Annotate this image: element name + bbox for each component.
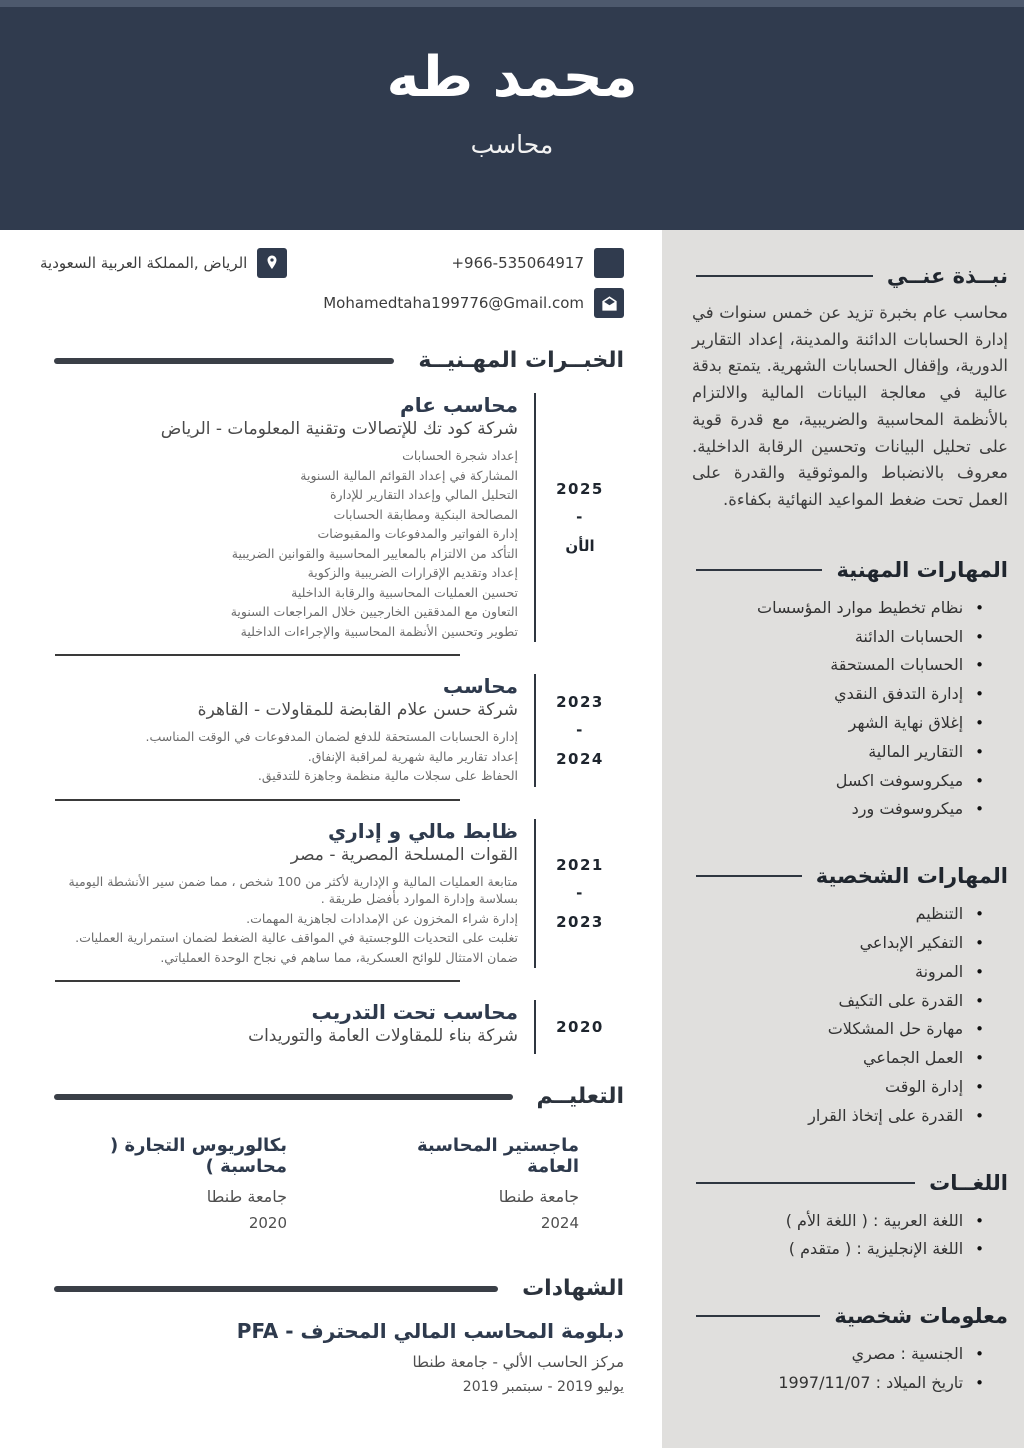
- skill-label: المرونة: [914, 961, 964, 981]
- education-year: 2020: [248, 1214, 287, 1232]
- certificate-entry: [40, 1319, 624, 1395]
- list-item: [692, 1373, 984, 1394]
- education-school: جامعة طنطا: [206, 1187, 287, 1206]
- language-label: اللغة العربية : ( اللغة الأم ): [785, 1210, 964, 1230]
- bullet-dot-icon: •: [975, 905, 984, 924]
- entry-divider: [55, 799, 460, 801]
- about-section-title: نبــذة عنــي: [886, 264, 1008, 288]
- contact-block: [40, 248, 624, 318]
- header: [0, 0, 1024, 230]
- skill-label: التنظيم: [915, 904, 964, 924]
- date-start: 2025: [556, 479, 604, 498]
- bullet-dot-icon: •: [975, 1049, 984, 1068]
- experience-section-title: الخبــرات المهـنيــة: [418, 348, 624, 373]
- date-start: 2023: [556, 692, 604, 711]
- skill-label: التقارير المالية: [868, 741, 964, 761]
- skill-label: الحسابات الدائنة: [854, 626, 964, 646]
- skill-label: إغلاق نهاية الشهر: [848, 712, 964, 732]
- bullet-line: إدارة الحسابات المستحقة للدفع لضمان المدفوعات في الوقت المناسب.: [145, 729, 518, 744]
- bullet-line: المصالحة البنكية ومطابقة الحسابات: [333, 506, 518, 522]
- date-separator: -: [576, 721, 584, 739]
- contact-phone: [451, 248, 624, 278]
- main-column: [0, 230, 662, 1448]
- about-text: محاسب عام بخبرة تزيد عن خمس سنوات في إدارة الحسابات الدائنة والمدينة، إعداد التقارير الدورية، وإقفال الحسابات الشهرية. يتمتع بدقة عالية في معالجة البيانات المالية والالتزام بالأنظمة المحاسبية والضريبية، مع قدرة قوية على تحليل البيانات وتحسين الرقابة الداخلية. معروف بالانضباط والموثوقية والقدرة على العمل تحت ضغط المواعيد النهائية بكفاءة.: [692, 303, 1008, 510]
- bullet-line: المشاركة في إعداد القوائم المالية السنوية: [300, 467, 518, 483]
- sidebar-heading-rule: [696, 569, 822, 571]
- professional-skills-title: المهارات المهنية: [836, 557, 1008, 582]
- location-text: الرياض ,المملكة العربية السعودية: [40, 254, 248, 272]
- section-heading-rule: [54, 1286, 498, 1292]
- bullet-line: تحسين العمليات المحاسبية والرقابة الداخلية: [291, 584, 518, 600]
- languages-heading: [692, 1171, 1008, 1195]
- bullet-dot-icon: •: [975, 1345, 984, 1364]
- date-separator: -: [576, 884, 584, 902]
- skill-label: مهارة حل المشكلات: [827, 1019, 964, 1039]
- skill-label: نظام تخطيط موارد المؤسسات: [757, 597, 964, 617]
- sidebar-heading-rule: [696, 1315, 820, 1317]
- bullet-dot-icon: •: [975, 771, 984, 790]
- phone-square-icon: [594, 248, 624, 278]
- experience-role: محاسب: [442, 674, 518, 698]
- list-item: [692, 1211, 984, 1232]
- bullet-line: إعداد وتقديم الإقرارات الضريبية والزكوية: [307, 565, 518, 580]
- bullet-dot-icon: •: [975, 800, 984, 819]
- person-job-title: محاسب: [470, 130, 554, 159]
- certificate-date: يوليو 2019 - سبتمبر 2019: [462, 1379, 624, 1395]
- list-item: [692, 1239, 984, 1260]
- experience-company: شركة كود تك للإتصالات وتقنية المعلومات - الرياض: [160, 419, 518, 439]
- experience-section-heading: [40, 348, 624, 373]
- experience-dates: [536, 851, 624, 937]
- bullet-line: ضمان الامتثال للوائح العسكرية، مما ساهم في نجاح الوحدة العملياتي.: [160, 949, 518, 965]
- info-label: الجنسية : مصري: [851, 1344, 964, 1364]
- experience-body: [40, 819, 534, 969]
- bullet-line: التأكد من الالتزام بالمعايير المحاسبية والقوانين الضريبية: [231, 545, 518, 561]
- info-label: تاريخ الميلاد : 1997/11/07: [778, 1372, 964, 1392]
- bullet-line: إدارة شراء المخزون عن الإمدادات لجاهزية المهمات.: [246, 910, 518, 926]
- phone-number: +966-535064917: [451, 254, 584, 272]
- personal-info-heading: [692, 1304, 1008, 1328]
- experience-company: شركة حسن علام القابضة للمقاولات - القاهرة: [197, 700, 518, 720]
- certificate-org: مركز الحاسب الألي - جامعة طنطا: [412, 1353, 624, 1371]
- list-item: [692, 627, 984, 648]
- languages-title: اللغــات: [929, 1170, 1008, 1195]
- experience-entry: [40, 1000, 624, 1054]
- list-item: [692, 933, 984, 954]
- list-item: [692, 1344, 984, 1365]
- experience-company: القوات المسلحة المصرية - مصر: [290, 844, 518, 865]
- experience-dates: [536, 1013, 624, 1042]
- experience-bullets: [40, 873, 518, 967]
- list-item: [692, 1019, 984, 1040]
- skill-label: القدرة على التكيف: [838, 990, 964, 1010]
- bullet-dot-icon: •: [975, 627, 984, 646]
- bullet-line: تغلبت على التحديات اللوجستية في المواقف عالية الضغط لضمان استمرارية العمليات.: [75, 930, 518, 945]
- bullet-line: إعداد تقارير مالية شهرية لمراقبة الإنفاق.: [307, 748, 518, 764]
- bullet-line: إعداد شجرة الحسابات: [402, 448, 518, 463]
- timeline-rule: [534, 819, 536, 969]
- section-heading-rule: [54, 1094, 513, 1100]
- experience-role: ظابط مالي و إداري: [327, 818, 518, 843]
- experience-bullets: [40, 728, 518, 785]
- skill-label: القدرة على إتخاذ القرار: [808, 1105, 964, 1125]
- experience-entry: [40, 819, 624, 969]
- bullet-dot-icon: •: [975, 1373, 984, 1392]
- bullet-line: الحفاظ على سجلات مالية منظمة وجاهزة للتدقيق.: [257, 768, 518, 783]
- experience-entry: [40, 393, 624, 642]
- bullet-dot-icon: •: [975, 685, 984, 704]
- bullet-line: التعاون مع المدققين الخارجيين خلال المراجعات السنوية: [230, 604, 518, 619]
- experience-company: شركة بناء للمقاولات العامة والتوريدات: [248, 1026, 518, 1046]
- experience-role: محاسب عام: [400, 393, 518, 417]
- person-name: محمد طه: [386, 45, 638, 110]
- timeline-rule: [534, 674, 536, 787]
- education-section-title: التعليــم: [536, 1084, 624, 1109]
- bullet-line: إدارة الفواتير والمدفوعات والمقبوضات: [317, 526, 518, 541]
- body-columns: [0, 230, 1024, 1448]
- experience-entry: [40, 674, 624, 787]
- bullet-dot-icon: •: [975, 1240, 984, 1259]
- professional-skills-list: [692, 598, 1008, 820]
- contact-row: [40, 248, 624, 278]
- list-item: [692, 1106, 984, 1127]
- header-top-strip: [0, 0, 1024, 7]
- experience-body: [40, 393, 534, 642]
- education-entry: [40, 1135, 332, 1232]
- bullet-dot-icon: •: [975, 1106, 984, 1125]
- contact-email: [323, 288, 624, 318]
- list-item: [692, 991, 984, 1012]
- location-pin-icon: [257, 248, 287, 278]
- experience-body: [40, 674, 534, 787]
- skill-label: الحسابات المستحقة: [830, 655, 964, 675]
- experience-body: [40, 1000, 534, 1054]
- list-item: [692, 799, 984, 820]
- language-label: اللغة الإنجليزية : ( متقدم ): [788, 1239, 964, 1259]
- bullet-dot-icon: •: [975, 656, 984, 675]
- list-item: [692, 904, 984, 925]
- date-end: الأن: [565, 536, 595, 555]
- list-item: [692, 742, 984, 763]
- experience-bullets: [40, 447, 518, 640]
- education-degree: بكالوريوس التجارة ( محاسبة ): [109, 1135, 287, 1177]
- skill-label: التفكير الإبداعي: [859, 932, 964, 952]
- contact-location: [40, 248, 287, 278]
- list-item: [692, 655, 984, 676]
- contact-row: [40, 288, 624, 318]
- timeline-rule: [534, 1000, 536, 1054]
- bullet-dot-icon: •: [975, 598, 984, 617]
- list-item: [692, 713, 984, 734]
- email-text: Mohamedtaha199776@Gmail.com: [323, 294, 584, 312]
- education-grid: [40, 1135, 624, 1232]
- bullet-dot-icon: •: [975, 1077, 984, 1096]
- skill-label: ميكروسوفت ورد: [851, 799, 964, 819]
- bullet-dot-icon: •: [975, 713, 984, 732]
- date-start: 2021: [556, 855, 604, 874]
- list-item: [692, 598, 984, 619]
- bullet-dot-icon: •: [975, 742, 984, 761]
- bullet-dot-icon: •: [975, 1211, 984, 1230]
- education-degree: ماجستير المحاسبة العامة: [416, 1135, 579, 1177]
- list-item: [692, 1048, 984, 1069]
- professional-skills-heading: [692, 558, 1008, 582]
- entry-divider: [55, 980, 460, 982]
- bullet-dot-icon: •: [975, 1020, 984, 1039]
- experience-dates: [536, 475, 624, 561]
- envelope-icon: [594, 288, 624, 318]
- skill-label: إدارة الوقت: [884, 1076, 964, 1096]
- bullet-dot-icon: •: [975, 991, 984, 1010]
- entry-divider: [55, 654, 460, 656]
- list-item: [692, 771, 984, 792]
- bullet-line: تطوير وتحسين الأنظمة المحاسبية والإجراءات الداخلية: [240, 623, 518, 639]
- skill-label: إدارة التدفق النقدي: [834, 684, 964, 704]
- certificates-section-heading: [40, 1276, 624, 1301]
- date-end: 2024: [556, 749, 604, 768]
- timeline-rule: [534, 393, 536, 642]
- languages-list: [692, 1211, 1008, 1261]
- about-section-heading: [692, 264, 1008, 288]
- bullet-line: متابعة العمليات المالية و الإدارية لأكثر من 100 شخص ، مما ضمن سير الأنشطة اليومية بسلاسة وإدارة الموارد بأفضل طريقة .: [68, 873, 518, 906]
- section-heading-rule: [54, 358, 394, 364]
- certificates-section-title: الشهادات: [522, 1276, 624, 1301]
- education-year: 2024: [540, 1214, 579, 1232]
- personal-info-list: [692, 1344, 1008, 1394]
- personal-skills-heading: [692, 864, 1008, 888]
- experience-role: محاسب تحت التدريب: [311, 1000, 518, 1024]
- sidebar-heading-rule: [696, 275, 873, 277]
- experience-dates: [536, 688, 624, 774]
- skill-label: العمل الجماعي: [862, 1048, 964, 1068]
- education-entry: [332, 1135, 624, 1232]
- skill-label: ميكروسوفت اكسل: [835, 770, 964, 790]
- list-item: [692, 1077, 984, 1098]
- sidebar: [662, 230, 1024, 1448]
- personal-info-title: معلومات شخصية: [834, 1304, 1008, 1329]
- bullet-line: التحليل المالي وإعداد التقارير للإدارة: [330, 487, 518, 502]
- certificate-name: دبلومة المحاسب المالي المحترف - PFA: [236, 1319, 624, 1343]
- date-separator: -: [576, 508, 584, 527]
- personal-skills-title: المهارات الشخصية: [815, 864, 1008, 889]
- education-section-heading: [40, 1084, 624, 1109]
- date-end: 2023: [556, 912, 604, 931]
- personal-skills-list: [692, 904, 1008, 1126]
- sidebar-heading-rule: [696, 1182, 915, 1184]
- date-start: 2020: [556, 1017, 604, 1036]
- education-school: جامعة طنطا: [498, 1187, 579, 1206]
- bullet-dot-icon: •: [975, 933, 984, 952]
- list-item: [692, 962, 984, 983]
- sidebar-heading-rule: [696, 875, 802, 877]
- bullet-dot-icon: •: [975, 962, 984, 981]
- list-item: [692, 684, 984, 705]
